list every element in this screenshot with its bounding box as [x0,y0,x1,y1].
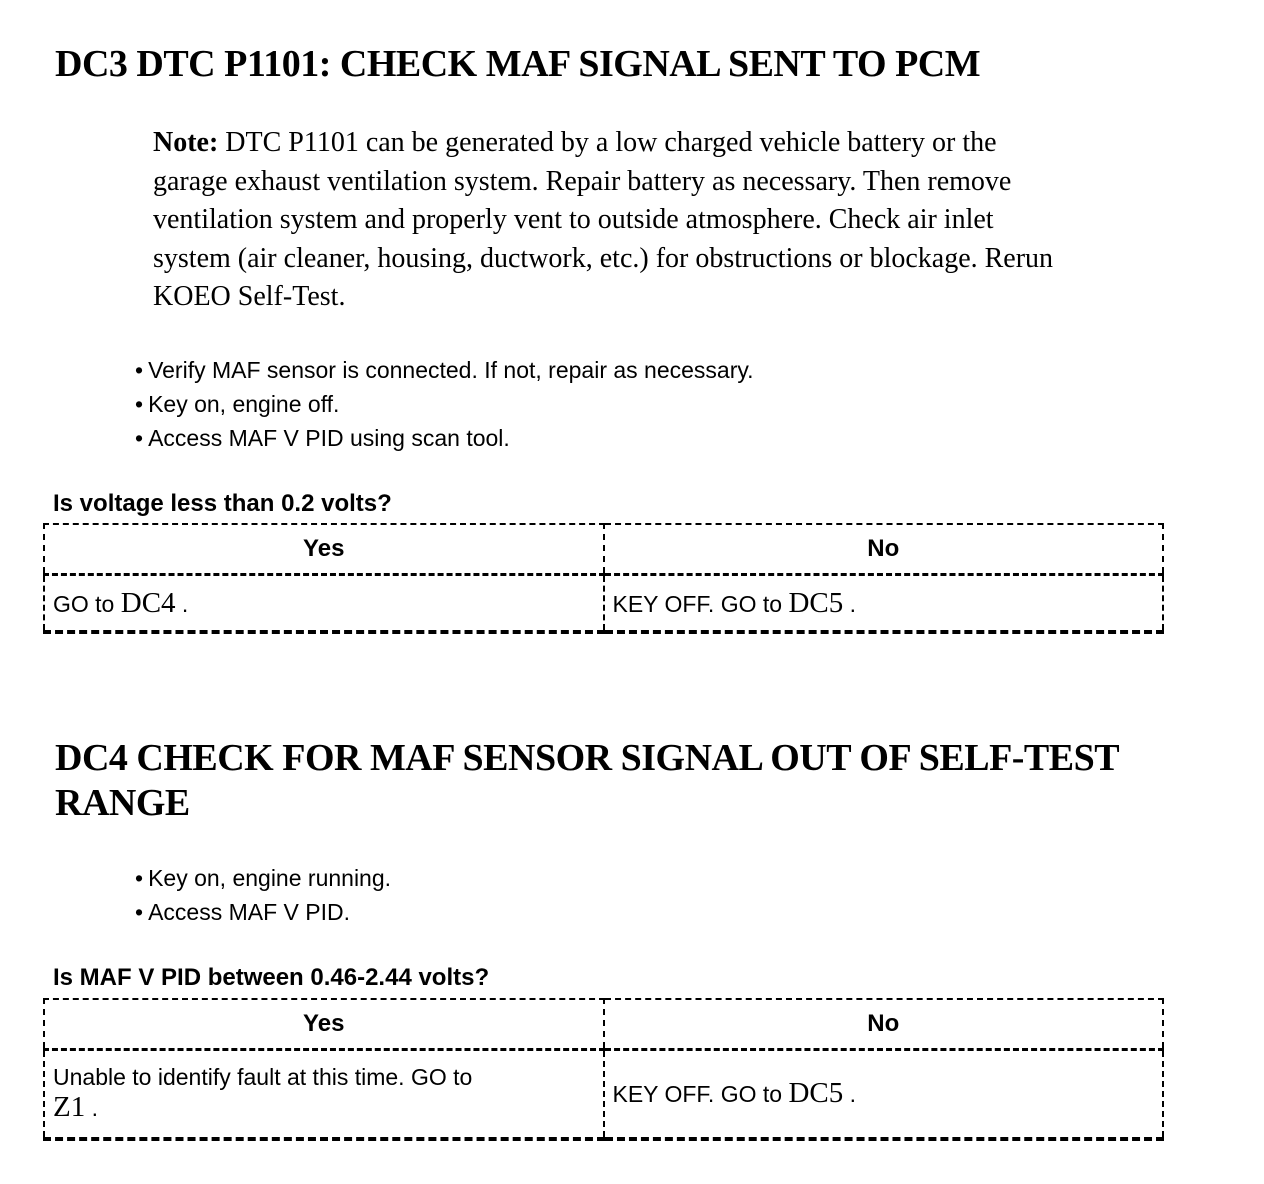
link-z1[interactable]: Z1 [53,1090,86,1123]
column-header-no: No [604,999,1164,1050]
step-text: Access MAF V PID. [148,899,350,926]
action-text: KEY OFF. GO to [612,1081,789,1108]
note-line: ventilation system and properly vent to outside atmosphere. Check air inlet [153,204,994,236]
procedure-step [135,387,1264,421]
link-dc5[interactable]: DC5 [788,586,844,619]
step-text: Key on, engine off. [148,390,340,417]
note-line: system (air cleaner, housing, ductwork, etc.) for obstructions or blockage. Rerun [153,242,1054,274]
no-cell [604,575,1164,633]
column-header-yes: Yes [44,524,604,575]
note-label: Note: [153,127,219,159]
column-header-no: No [604,524,1164,575]
yes-cell [44,1049,604,1139]
bullet-icon: • [135,424,144,451]
procedure-step [135,895,1264,929]
procedure-step [135,861,1264,895]
step-text: Key on, engine running. [148,865,392,892]
note-line [153,124,1233,163]
section-dc3-title: DC3 DTC P1101: CHECK MAF SIGNAL SENT TO PCM [55,43,981,85]
question-text: Is MAF V PID between 0.46-2.44 volts? [53,964,490,992]
decision-table-dc4 [43,998,1164,1141]
section-dc4 [0,634,1264,1140]
header-row [44,524,1163,575]
note-line: KOEO Self-Test. [153,281,346,313]
action-text: . [175,590,189,617]
procedure-steps [0,861,1264,929]
note-paragraph [153,124,1233,317]
bullet-icon: • [135,356,144,383]
decision-table-dc3 [43,523,1164,634]
step-text: Access MAF V PID using scan tool. [148,424,510,451]
bullet-icon: • [135,865,144,892]
column-header-yes: Yes [44,999,604,1050]
action-text: KEY OFF. GO to [612,590,789,617]
question-text: Is voltage less than 0.2 volts? [53,489,392,517]
note-line: garage exhaust ventilation system. Repair battery as necessary. Then remove [153,165,1012,197]
no-cell [604,1049,1164,1139]
table-row [44,1049,1163,1139]
action-text: . [85,1094,98,1121]
procedure-steps [0,353,1264,455]
procedure-step [135,421,1264,455]
section-dc4-title: DC4 CHECK FOR MAF SENSOR SIGNAL OUT OF SELF-TEST RANGE [55,737,1119,824]
table-row [44,575,1163,633]
link-dc5[interactable]: DC5 [788,1077,844,1110]
note-text: DTC P1101 can be generated by a low charged vehicle battery or the [218,127,997,159]
yes-cell [44,575,604,633]
bullet-icon: • [135,899,144,926]
action-text: . [843,1081,857,1108]
step-text: Verify MAF sensor is connected. If not, repair as necessary. [148,356,754,383]
action-text: . [843,590,857,617]
action-text: Unable to identify fault at this time. GO to [53,1063,473,1090]
action-text-line2 [53,1091,595,1124]
link-dc4[interactable]: DC4 [120,586,176,619]
bullet-icon: • [135,390,144,417]
procedure-step [135,353,1264,387]
action-text: GO to [53,590,121,617]
header-row [44,999,1163,1050]
